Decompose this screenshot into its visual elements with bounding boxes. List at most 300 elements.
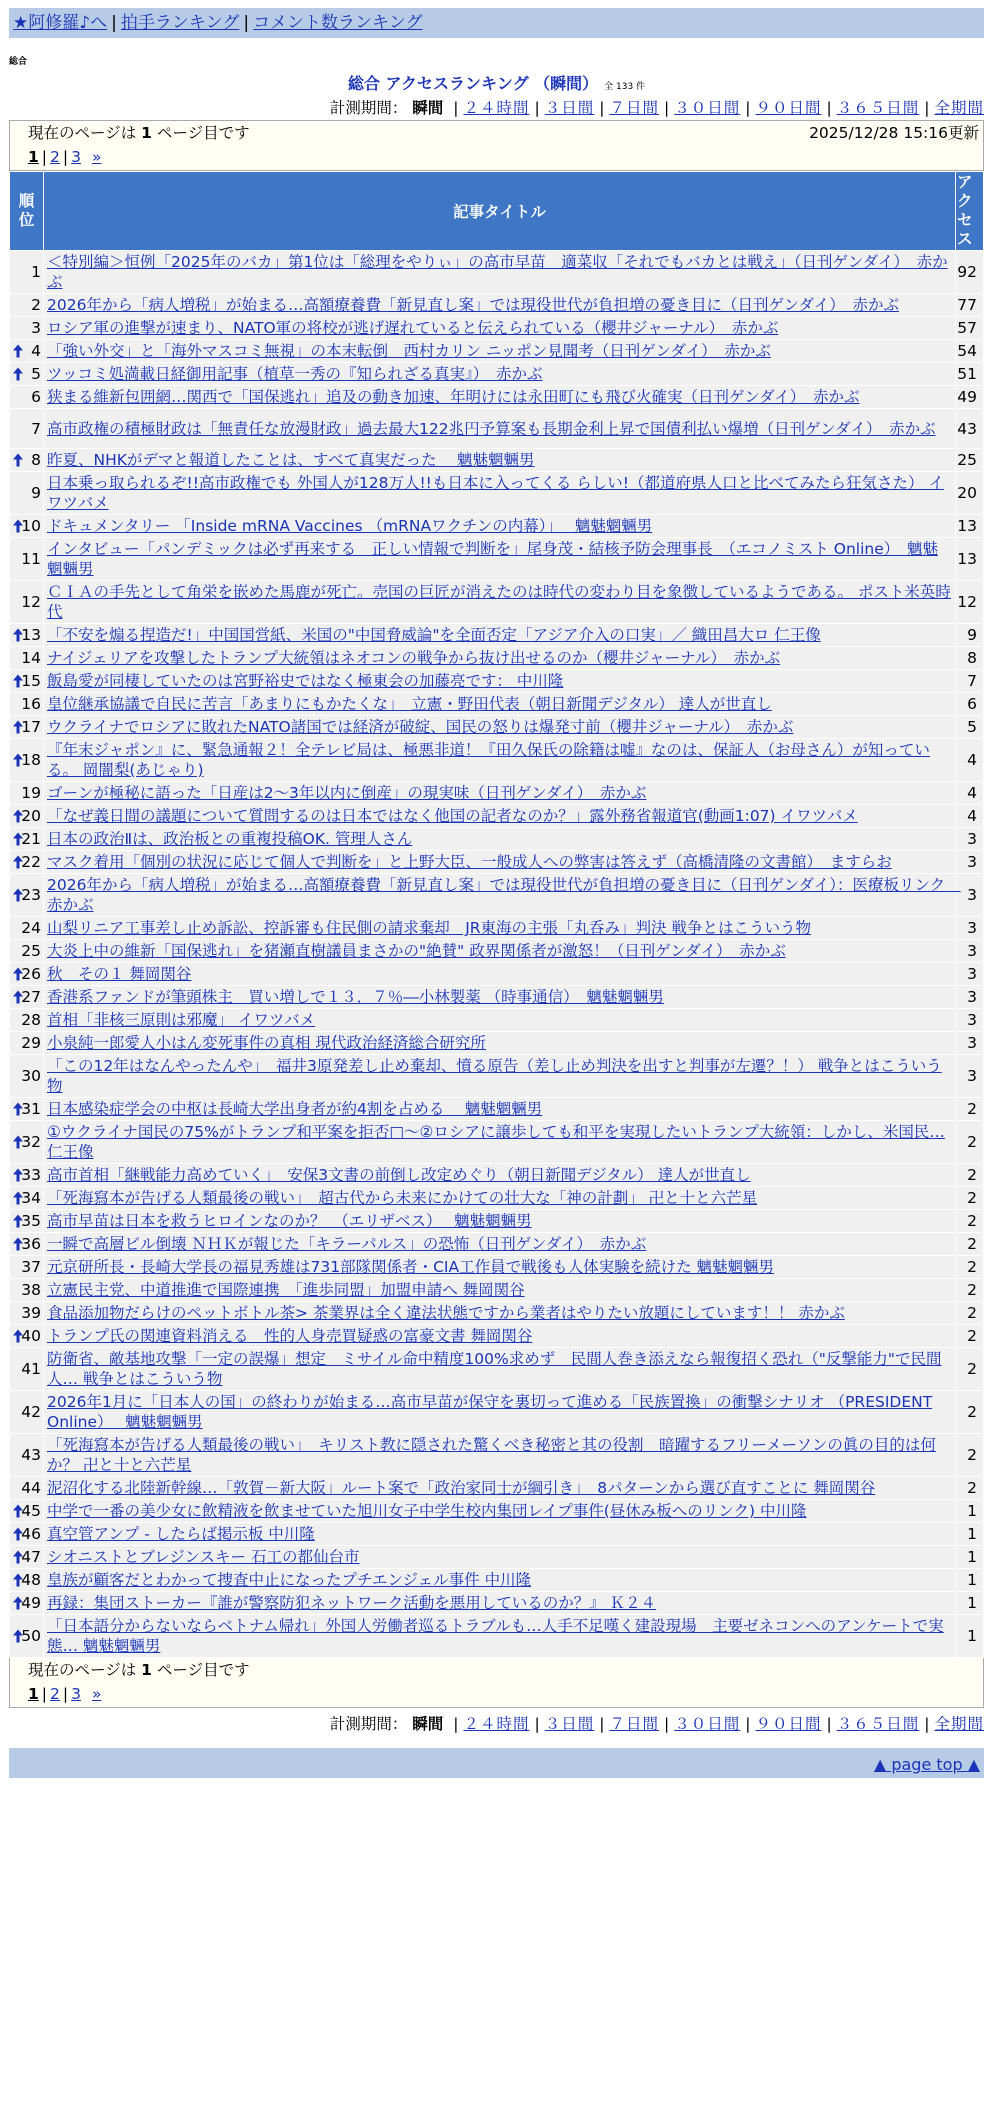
article-title-link[interactable]: 高市首相「継戦能力高めていく」 安保3文書の前倒し改定めぐり（朝日新聞デジタル） 達人が世直し bbox=[47, 1166, 751, 1184]
table-row bbox=[10, 670, 984, 693]
article-title-link[interactable]: ロシア軍の進撃が速まり、NATO軍の将校が逃げ遅れていると伝えられている（櫻井ジャーナル） 赤かぶ bbox=[47, 319, 779, 337]
rank-up-arrow-icon bbox=[13, 810, 23, 823]
page-link[interactable]: 3 bbox=[71, 148, 82, 166]
rank-column-header: 順位 bbox=[10, 172, 44, 251]
rank-number: 8 bbox=[31, 451, 41, 469]
pager-bottom bbox=[9, 1658, 984, 1708]
article-title-link[interactable]: 食品添加物だらけのペットボトル茶> 茶業界は全く違法状態ですから業者はやりたい放題にしています！！ 赤かぶ bbox=[47, 1304, 845, 1322]
rank-number: 37 bbox=[21, 1258, 41, 1276]
page-title: 総合 アクセスランキング （瞬間） bbox=[347, 74, 599, 93]
access-count: 51 bbox=[956, 363, 984, 386]
article-title-link[interactable]: トランプ氏の関連資料消える 性的人身売買疑惑の富豪文書 舞岡関谷 bbox=[47, 1327, 533, 1345]
title-cell bbox=[44, 624, 956, 647]
rank-number: 42 bbox=[21, 1403, 41, 1421]
article-title-link[interactable]: 2026年から「病人増税」が始まる…高額療養費「新見直し案」では現役世代が負担増の憂き目に（日刊ゲンダイ） 赤かぶ bbox=[47, 296, 899, 314]
rank-number: 31 bbox=[21, 1100, 41, 1118]
title-cell bbox=[44, 386, 956, 409]
article-title-link[interactable]: 日本の政治Ⅱは、政治板との重複投稿OK. 管理人さん bbox=[47, 830, 413, 848]
pager-top bbox=[9, 120, 984, 171]
table-row bbox=[10, 472, 984, 515]
rank-number: 28 bbox=[21, 1011, 41, 1029]
table-row bbox=[10, 1500, 984, 1523]
separator: | bbox=[453, 1715, 459, 1733]
rank-number: 34 bbox=[21, 1189, 41, 1207]
title-cell bbox=[44, 1302, 956, 1325]
rank-cell bbox=[10, 1569, 44, 1592]
article-title-link[interactable]: 2026年1月に「日本人の国」の終わりが始まる…高市早苗が保守を裏切って進める「民族置換」の衝撃シナリオ （PRESIDENT Online） 魑魅魍魎男 bbox=[47, 1393, 933, 1431]
rank-cell bbox=[10, 670, 44, 693]
next-page-link[interactable]: » bbox=[91, 148, 102, 166]
rank-up-arrow-icon bbox=[13, 1505, 23, 1518]
article-title-link[interactable]: 首相「非核三原則は邪魔」 イワツバメ bbox=[47, 1011, 316, 1029]
access-count: 2 bbox=[956, 1434, 984, 1477]
access-count: 6 bbox=[956, 693, 984, 716]
title-cell bbox=[44, 1164, 956, 1187]
title-cell bbox=[44, 647, 956, 670]
access-count: 92 bbox=[956, 251, 984, 294]
rank-up-arrow-icon bbox=[13, 754, 23, 767]
rank-up-arrow-icon bbox=[13, 1551, 23, 1564]
period-option-link[interactable]: ３０日間 bbox=[674, 99, 741, 117]
period-option-link[interactable]: ９０日間 bbox=[755, 1715, 822, 1733]
title-cell bbox=[44, 1187, 956, 1210]
total-count: 全 133 件 bbox=[604, 82, 646, 92]
comment-ranking-link[interactable]: コメント数ランキング bbox=[253, 13, 423, 33]
rank-number: 36 bbox=[21, 1235, 41, 1253]
rank-cell bbox=[10, 940, 44, 963]
current-page-number: 1 bbox=[28, 148, 39, 166]
rank-number: 7 bbox=[31, 419, 41, 438]
title-cell bbox=[44, 317, 956, 340]
rank-number: 10 bbox=[21, 517, 41, 535]
table-row bbox=[10, 874, 984, 917]
rank-cell bbox=[10, 693, 44, 716]
access-count: 12 bbox=[956, 581, 984, 624]
table-row bbox=[10, 693, 984, 716]
rank-number: 1 bbox=[31, 263, 41, 281]
applause-ranking-link[interactable]: 拍手ランキング bbox=[120, 13, 240, 33]
title-cell bbox=[44, 340, 956, 363]
rank-cell bbox=[10, 1302, 44, 1325]
rank-number: 27 bbox=[21, 988, 41, 1006]
article-title-link[interactable]: ＣＩＡの手先として角栄を嵌めた馬鹿が死亡。売国の巨匠が消えたのは時代の変わり目を象徴しているようである。 ポスト米英時代 bbox=[47, 583, 951, 621]
article-title-link[interactable]: 「死海寫本が告げる人類最後の戦い」 超古代から未来にかけての壮大な「神の計劃」 卍と十と六芒星 bbox=[47, 1189, 758, 1207]
article-title-link[interactable]: 小泉純一郎愛人小はん変死事件の真相 現代政治経済総合研究所 bbox=[47, 1034, 486, 1052]
access-count: 2 bbox=[956, 1302, 984, 1325]
rank-number: 39 bbox=[21, 1304, 41, 1322]
access-count: 43 bbox=[956, 409, 984, 449]
article-title-link[interactable]: ナイジェリアを攻撃したトランプ大統領はネオコンの戦争から抜け出せるのか（櫻井ジャーナル） 赤かぶ bbox=[47, 649, 781, 667]
title-cell bbox=[44, 294, 956, 317]
page-top-link[interactable]: ▲ page top ▲ bbox=[873, 1755, 980, 1774]
period-option-link[interactable]: ２４時間 bbox=[463, 99, 530, 117]
table-row bbox=[10, 340, 984, 363]
separator: | bbox=[599, 1715, 605, 1733]
rank-up-arrow-icon bbox=[13, 1330, 23, 1343]
table-row bbox=[10, 1325, 984, 1348]
title-cell bbox=[44, 1210, 956, 1233]
title-cell bbox=[44, 1569, 956, 1592]
rank-cell bbox=[10, 340, 44, 363]
rank-cell bbox=[10, 851, 44, 874]
article-title-link[interactable]: 日本乗っ取られるぞ!!高市政権でも 外国人が128万人!!も日本に入ってくる らしい!（都道府県人口と比べてみたら狂気さた） イワツバメ bbox=[47, 474, 944, 512]
rank-up-arrow-icon bbox=[13, 1136, 23, 1149]
page-link[interactable]: 3 bbox=[71, 1685, 82, 1703]
rank-up-arrow-icon bbox=[13, 454, 23, 467]
period-option-link[interactable]: ３６５日間 bbox=[836, 99, 920, 117]
table-row bbox=[10, 739, 984, 782]
table-row bbox=[10, 1523, 984, 1546]
title-cell bbox=[44, 1325, 956, 1348]
rank-up-arrow-icon bbox=[13, 1630, 23, 1643]
rank-number: 35 bbox=[21, 1212, 41, 1230]
rank-cell bbox=[10, 515, 44, 538]
table-row bbox=[10, 1477, 984, 1500]
rank-cell bbox=[10, 386, 44, 409]
article-title-link[interactable]: シオニストとブレジンスキー 石工の都仙台市 bbox=[47, 1548, 360, 1566]
title-cell bbox=[44, 1279, 956, 1302]
table-row bbox=[10, 251, 984, 294]
rank-number: 6 bbox=[31, 388, 41, 406]
article-title-link[interactable]: 日本感染症学会の中枢は長崎大学出身者が約4割を占める 魑魅魍魎男 bbox=[47, 1100, 543, 1118]
updated-timestamp: 2025/12/28 15:16更新 bbox=[809, 124, 979, 142]
rank-up-arrow-icon bbox=[13, 1597, 23, 1610]
rank-number: 23 bbox=[21, 886, 41, 904]
title-cell bbox=[44, 851, 956, 874]
rank-cell bbox=[10, 1434, 44, 1477]
table-row bbox=[10, 986, 984, 1009]
period-option-link[interactable]: ３日間 bbox=[544, 99, 595, 117]
title-cell bbox=[44, 693, 956, 716]
next-page-link[interactable]: » bbox=[91, 1685, 102, 1703]
rank-cell bbox=[10, 917, 44, 940]
rank-cell bbox=[10, 1164, 44, 1187]
rank-number: 13 bbox=[21, 626, 41, 644]
access-count: 77 bbox=[956, 294, 984, 317]
access-count: 20 bbox=[956, 472, 984, 515]
period-selector bbox=[9, 1712, 984, 1736]
separator: | bbox=[826, 1715, 832, 1733]
access-count: 1 bbox=[956, 1569, 984, 1592]
rank-cell bbox=[10, 251, 44, 294]
title-cell bbox=[44, 251, 956, 294]
article-title-link[interactable]: 一瞬で高層ビル倒壊 ＮＨＫが報じた「キラーパルス」の恐怖（日刊ゲンダイ） 赤かぶ bbox=[47, 1235, 647, 1253]
rank-cell bbox=[10, 624, 44, 647]
separator: | bbox=[826, 99, 832, 117]
separator: | bbox=[745, 99, 751, 117]
rank-number: 20 bbox=[21, 807, 41, 825]
category-label: 総合 bbox=[9, 57, 28, 67]
period-option-link[interactable]: ９０日間 bbox=[755, 99, 822, 117]
access-count: 2 bbox=[956, 1164, 984, 1187]
access-count: 3 bbox=[956, 1009, 984, 1032]
spacer bbox=[84, 1685, 89, 1703]
rank-number: 30 bbox=[21, 1067, 41, 1085]
rank-cell bbox=[10, 1256, 44, 1279]
table-row bbox=[10, 917, 984, 940]
title-cell bbox=[44, 472, 956, 515]
title-column-header: 記事タイトル bbox=[44, 172, 956, 251]
article-title-link[interactable]: 「この12年はなんやったんや」 福井3原発差し止め棄却、憤る原告（差し止め判決を出すと判事が左遷？！） 戦争とはこういう物 bbox=[47, 1057, 942, 1095]
title-cell bbox=[44, 782, 956, 805]
article-title-link[interactable]: ドキュメンタリー 「Inside mRNA Vaccines （mRNAワクチンの内幕）」 魑魅魍魎男 bbox=[47, 517, 653, 535]
separator: | bbox=[924, 1715, 930, 1733]
access-count: 2 bbox=[956, 1121, 984, 1164]
page-links bbox=[28, 146, 979, 170]
rank-cell bbox=[10, 449, 44, 472]
table-row bbox=[10, 1210, 984, 1233]
separator: | bbox=[62, 1685, 69, 1703]
title-cell bbox=[44, 1523, 956, 1546]
current-page-text: 現在のページは 1 ページ目です bbox=[28, 1661, 250, 1679]
table-row bbox=[10, 624, 984, 647]
table-row bbox=[10, 386, 984, 409]
article-title-link[interactable]: 「不安を煽る捏造だ!」中国国営紙、米国の"中国脅威論"を全面否定「アジア介入の口実」／ 織田昌大ロ 仁王像 bbox=[47, 626, 821, 644]
rank-cell bbox=[10, 1592, 44, 1615]
article-title-link[interactable]: 泥沼化する北陸新幹線…「敦賀－新大阪」ルート案で「政治家同士が綱引き」 8パターンから選び直すことに 舞岡関谷 bbox=[47, 1479, 876, 1497]
access-count: 2 bbox=[956, 1210, 984, 1233]
access-count: 13 bbox=[956, 538, 984, 581]
table-row bbox=[10, 1233, 984, 1256]
access-count: 1 bbox=[956, 1615, 984, 1658]
table-row bbox=[10, 1009, 984, 1032]
access-count: 4 bbox=[956, 805, 984, 828]
access-count: 3 bbox=[956, 1055, 984, 1098]
access-count: 4 bbox=[956, 739, 984, 782]
article-title-link[interactable]: 秋 その１ 舞岡関谷 bbox=[47, 965, 192, 983]
period-label: 計測期間： bbox=[329, 99, 408, 117]
title-cell bbox=[44, 716, 956, 739]
table-row bbox=[10, 1569, 984, 1592]
rank-number: 47 bbox=[21, 1548, 41, 1566]
access-count: 54 bbox=[956, 340, 984, 363]
access-count: 7 bbox=[956, 670, 984, 693]
article-title-link[interactable]: マスク着用「個別の状況に応じて個人で判断を」と上野大臣、一般成人への弊害は答えず（高橋清隆の文書館） ますらお bbox=[47, 853, 892, 871]
title-cell bbox=[44, 1032, 956, 1055]
separator: | bbox=[924, 99, 930, 117]
article-title-link[interactable]: 昨夏、NHKがデマと報道したことは、すべて真実だった 魑魅魍魎男 bbox=[47, 451, 535, 469]
rank-number: 50 bbox=[21, 1627, 41, 1645]
access-count: 1 bbox=[956, 1523, 984, 1546]
separator: | bbox=[453, 99, 459, 117]
article-title-link[interactable]: 真空管アンプ - したらば掲示板 中川隆 bbox=[47, 1525, 315, 1543]
title-cell bbox=[44, 449, 956, 472]
access-count: 2 bbox=[956, 1233, 984, 1256]
period-option-link[interactable]: ３０日間 bbox=[674, 1715, 741, 1733]
access-count: 1 bbox=[956, 1546, 984, 1569]
article-title-link[interactable]: 飯島愛が同棲していたのは宮野裕史ではなく極東会の加藤亮です： 中川隆 bbox=[47, 672, 564, 690]
rank-cell bbox=[10, 1500, 44, 1523]
page-link[interactable]: 2 bbox=[50, 1685, 60, 1703]
current-page-number: 1 bbox=[28, 1685, 39, 1703]
article-title-link[interactable]: 再録：集団ストーカー『誰が警察防犯ネットワーク活動を悪用しているのか？』 Ｋ２４ bbox=[47, 1594, 657, 1612]
rank-number: 41 bbox=[21, 1360, 41, 1378]
access-count: 2 bbox=[956, 1325, 984, 1348]
period-label: 計測期間： bbox=[329, 1715, 408, 1733]
separator: | bbox=[664, 1715, 670, 1733]
access-count: 3 bbox=[956, 917, 984, 940]
period-current: 瞬間 bbox=[412, 99, 444, 117]
article-title-link[interactable]: 香港系ファンドが筆頭株主 買い増しで１３．７％―小林製薬 （時事通信） 魑魅魍魎男 bbox=[47, 988, 664, 1006]
rank-cell bbox=[10, 716, 44, 739]
page-link[interactable]: 2 bbox=[50, 148, 60, 166]
article-title-link[interactable]: 皇位継承協議で自民に苦言「あまりにもかたくな」 立憲・野田代表（朝日新聞デジタル） 達人が世直し bbox=[47, 695, 772, 713]
article-title-link[interactable]: ツッコミ処満載日経御用記事（植草一秀の『知られざる真実』） 赤かぶ bbox=[47, 365, 543, 383]
rank-up-arrow-icon bbox=[13, 345, 23, 358]
access-count: 9 bbox=[956, 624, 984, 647]
article-title-link[interactable]: 立憲民主党、中道推進で国際連携 「進歩同盟」加盟申請へ 舞岡関谷 bbox=[47, 1281, 525, 1299]
access-count: 13 bbox=[956, 515, 984, 538]
rank-cell bbox=[10, 294, 44, 317]
article-title-link[interactable]: ゴーンが極秘に語った「日産は2～3年以内に倒産」の現実味（日刊ゲンダイ） 赤かぶ bbox=[47, 784, 647, 802]
period-option-link[interactable]: ７日間 bbox=[609, 1715, 659, 1733]
rank-number: 15 bbox=[21, 672, 41, 690]
table-row bbox=[10, 1434, 984, 1477]
article-title-link[interactable]: 山梨リニア工事差し止め訴訟、控訴審も住民側の請求棄却 JR東海の主張「丸呑み」判決 戦争とはこういう物 bbox=[47, 919, 811, 937]
access-column-header: アクセス bbox=[956, 172, 984, 251]
table-row bbox=[10, 1187, 984, 1210]
rank-up-arrow-icon bbox=[13, 1192, 23, 1205]
rank-up-arrow-icon bbox=[13, 1574, 23, 1587]
separator: | bbox=[111, 13, 117, 33]
table-row bbox=[10, 581, 984, 624]
home-link[interactable]: ★阿修羅♪へ bbox=[13, 13, 108, 33]
rank-number: 17 bbox=[21, 718, 41, 736]
rank-number: 18 bbox=[21, 751, 41, 769]
rank-cell bbox=[10, 472, 44, 515]
rank-number: 5 bbox=[31, 365, 41, 383]
article-title-link[interactable]: 「日本語分からないならベトナム帰れ」外国人労働者巡るトラブルも…人手不足嘆く建設現場 主要ゼネコンへのアンケートで実態… 魑魅魍魎男 bbox=[47, 1617, 944, 1655]
separator: | bbox=[243, 13, 250, 33]
rank-cell bbox=[10, 1348, 44, 1391]
table-row bbox=[10, 1121, 984, 1164]
separator: | bbox=[41, 148, 48, 166]
title-cell bbox=[44, 1477, 956, 1500]
rank-number: 2 bbox=[31, 296, 41, 314]
title-cell bbox=[44, 1256, 956, 1279]
table-row bbox=[10, 1279, 984, 1302]
rank-cell bbox=[10, 1055, 44, 1098]
rank-up-arrow-icon bbox=[13, 721, 23, 734]
table-row bbox=[10, 940, 984, 963]
article-title-link[interactable]: 高市政権の積極財政は「無責任な放漫財政」過去最大122兆円予算案も長期金利上昇で国債利払い爆増（日刊ゲンダイ） 赤かぶ bbox=[47, 419, 936, 438]
title-cell bbox=[44, 963, 956, 986]
rank-cell bbox=[10, 1009, 44, 1032]
article-title-link[interactable]: 「強い外交」と「海外マスコミ無視」の本末転倒 西村カリン ニッポン見聞考（日刊ゲンダイ） 赤かぶ bbox=[47, 342, 771, 360]
rank-number: 11 bbox=[21, 550, 41, 568]
access-count: 1 bbox=[956, 1592, 984, 1615]
rank-cell bbox=[10, 986, 44, 1009]
access-count: 3 bbox=[956, 851, 984, 874]
rank-cell bbox=[10, 1121, 44, 1164]
table-row bbox=[10, 805, 984, 828]
separator: | bbox=[599, 99, 605, 117]
period-option-link[interactable]: 全期間 bbox=[934, 1715, 984, 1733]
separator: | bbox=[745, 1715, 751, 1733]
period-selector bbox=[9, 96, 984, 120]
table-row bbox=[10, 828, 984, 851]
top-navigation bbox=[9, 8, 984, 38]
table-row bbox=[10, 449, 984, 472]
article-title-link[interactable]: 防衛省、敵基地攻撃「一定の誤爆」想定 ミサイル命中精度100%求めず 民間人巻き添えなら報復招く恐れ（"反撃能力"で民間人… 戦争とはこういう物 bbox=[47, 1350, 942, 1388]
rank-number: 19 bbox=[21, 784, 41, 802]
article-title-link[interactable]: 狭まる維新包囲網…関西で「国保逃れ」追及の動き加速、年明けには永田町にも飛び火確実（日刊ゲンダイ） 赤かぶ bbox=[47, 388, 860, 406]
table-row bbox=[10, 782, 984, 805]
article-title-link[interactable]: インタビュー「パンデミックは必ず再来する 正しい情報で判断を」尾身茂・結核予防会理事長 （エコノミスト Online） 魑魅魍魎男 bbox=[47, 540, 938, 578]
period-option-link[interactable]: ３日間 bbox=[544, 1715, 595, 1733]
title-cell bbox=[44, 515, 956, 538]
table-row bbox=[10, 317, 984, 340]
separator: | bbox=[62, 148, 69, 166]
period-option-link[interactable]: ３６５日間 bbox=[836, 1715, 920, 1733]
article-title-link[interactable]: 皇族が顧客だとわかって捜査中止になったプチエンジェル事件 中川隆 bbox=[47, 1571, 532, 1589]
table-row bbox=[10, 363, 984, 386]
rank-number: 33 bbox=[21, 1166, 41, 1184]
ranking-table bbox=[9, 171, 984, 1658]
table-row bbox=[10, 1546, 984, 1569]
rank-number: 25 bbox=[21, 942, 41, 960]
rank-cell bbox=[10, 1477, 44, 1500]
rank-number: 29 bbox=[21, 1034, 41, 1052]
table-row bbox=[10, 294, 984, 317]
rank-cell bbox=[10, 1233, 44, 1256]
access-count: 2 bbox=[956, 1391, 984, 1434]
footer-bar bbox=[9, 1748, 984, 1778]
rank-up-arrow-icon bbox=[13, 1528, 23, 1541]
period-option-link[interactable]: ７日間 bbox=[609, 99, 659, 117]
rank-cell bbox=[10, 739, 44, 782]
rank-up-arrow-icon bbox=[13, 520, 23, 533]
table-row bbox=[10, 1615, 984, 1658]
title-cell bbox=[44, 1055, 956, 1098]
title-cell bbox=[44, 670, 956, 693]
title-cell bbox=[44, 1233, 956, 1256]
article-title-link[interactable]: ①ウクライナ国民の75%がトランプ和平案を拒否□～②ロシアに譲歩しても和平を実現したいトランプ大統領：しかし、米国民… 仁王像 bbox=[47, 1123, 945, 1161]
table-row bbox=[10, 1055, 984, 1098]
access-count: 2 bbox=[956, 1279, 984, 1302]
spacer bbox=[84, 148, 89, 166]
rank-up-arrow-icon bbox=[13, 629, 23, 642]
article-title-link[interactable]: 2026年から「病人増税」が始まる…高額療養費「新見直し案」では現役世代が負担増の憂き目に（日刊ゲンダイ）：医療板リンク 赤かぶ bbox=[47, 876, 961, 914]
rank-number: 45 bbox=[21, 1502, 41, 1520]
ranking-heading bbox=[9, 72, 984, 96]
title-cell bbox=[44, 1500, 956, 1523]
article-title-link[interactable]: 高市早苗は日本を救うヒロインなのか？ （エリザベス） 魑魅魍魎男 bbox=[47, 1212, 532, 1230]
article-title-link[interactable]: 『年末ジャポン』に、緊急通報２！全テレビ局は、極悪非道！『田久保氏の除籍は嘘』なのは、保証人（お母さん）が知っている。 岡闇梨(あじゃり) bbox=[47, 741, 930, 779]
article-title-link[interactable]: 「死海寫本が告げる人類最後の戦い」 キリスト教に隠された驚くべき秘密と其の役割 暗躍するフリーメーソンの眞の目的は何か？ 卍と十と六芒星 bbox=[47, 1436, 936, 1474]
article-title-link[interactable]: 中学で一番の美少女に飲精液を飲ませていた旭川女子中学生校内集団レイプ事件(昼休み板へのリンク) 中川隆 bbox=[47, 1502, 807, 1520]
rank-number: 38 bbox=[21, 1281, 41, 1299]
rank-cell bbox=[10, 805, 44, 828]
rank-cell bbox=[10, 1391, 44, 1434]
article-title-link[interactable]: 大炎上中の維新「国保逃れ」を猪瀬直樹議員まさかの"絶賛" 政界関係者が激怒！（日刊ゲンダイ） 赤かぶ bbox=[47, 942, 786, 960]
table-row bbox=[10, 1592, 984, 1615]
rank-up-arrow-icon bbox=[13, 1215, 23, 1228]
period-option-link[interactable]: ２４時間 bbox=[463, 1715, 530, 1733]
article-title-link[interactable]: ウクライナでロシアに敗れたNATO諸国では経済が破綻、国民の怒りは爆発寸前（櫻井ジャーナル） 赤かぶ bbox=[47, 718, 794, 736]
period-option-link[interactable]: 全期間 bbox=[934, 99, 984, 117]
article-title-link[interactable]: ＜特別編＞恒例「2025年のバカ」第1位は「総理をやりぃ」の高市早苗 適菜収「それでもバカとは戦え」（日刊ゲンダイ） 赤かぶ bbox=[47, 253, 948, 291]
article-title-link[interactable]: 「なぜ義日間の議題について質問するのは日本ではなく他国の記者なのか？」露外務省報道官(動画1:07) イワツバメ bbox=[47, 807, 858, 825]
article-title-link[interactable]: 元京研所長・長崎大学長の福見秀雄は731部隊関係者・CIA工作員で戦後も人体実験を続けた 魑魅魍魎男 bbox=[47, 1258, 775, 1276]
separator: | bbox=[534, 99, 540, 117]
access-count: 8 bbox=[956, 647, 984, 670]
rank-cell bbox=[10, 828, 44, 851]
title-cell bbox=[44, 1592, 956, 1615]
rank-cell bbox=[10, 1615, 44, 1658]
period-current: 瞬間 bbox=[412, 1715, 444, 1733]
rank-cell bbox=[10, 1187, 44, 1210]
